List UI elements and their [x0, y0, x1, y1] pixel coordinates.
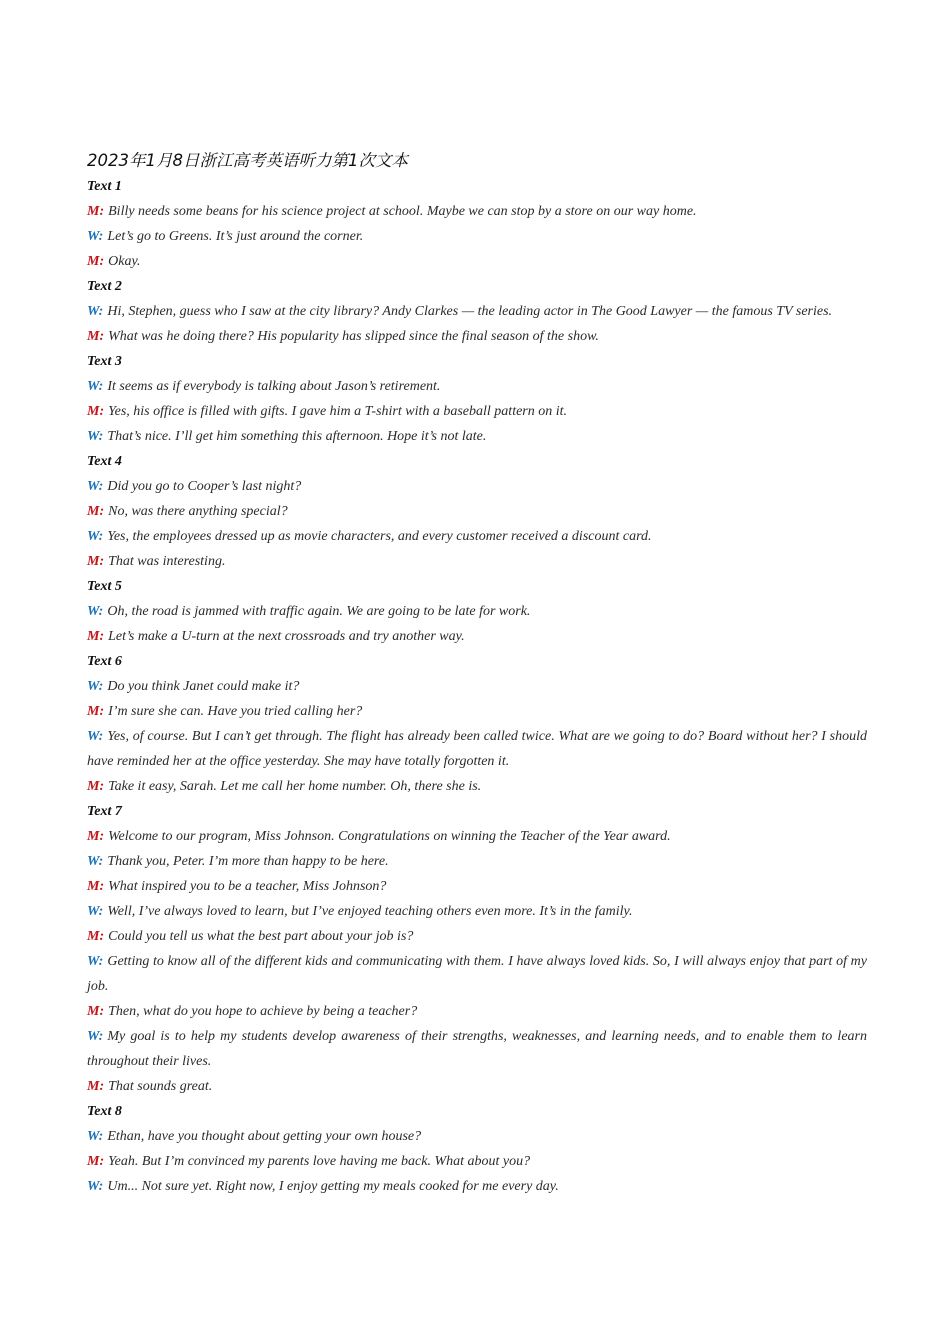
dialogue-line	[87, 399, 867, 424]
speaker-label: M:	[87, 879, 105, 894]
dialogue-text: Do you think Janet could make it?	[107, 679, 300, 694]
dialogue-line	[87, 524, 867, 549]
dialogue-text: Getting to know all of the different kids and communicating with them. I have always loved kids. So, I will always enjoy that part of my job.	[87, 954, 867, 994]
document-title: 2023年1月8日浙江高考英语听力第1次文本	[87, 151, 408, 170]
speaker-label: W:	[87, 854, 104, 869]
speaker-label: M:	[87, 629, 105, 644]
dialogue-line	[87, 1174, 867, 1199]
speaker-label: M:	[87, 1004, 105, 1019]
dialogue-text: That sounds great.	[108, 1079, 213, 1094]
text-section	[87, 174, 867, 274]
section-heading: Text 1	[87, 179, 122, 194]
dialogue-text: Yes, the employees dressed up as movie characters, and every customer received a discount card.	[107, 529, 652, 544]
dialogue-text: Ethan, have you thought about getting your own house?	[107, 1129, 422, 1144]
speaker-label: W:	[87, 604, 104, 619]
section-heading: Text 2	[87, 279, 122, 294]
text-section	[87, 349, 867, 449]
dialogue-text: That was interesting.	[108, 554, 226, 569]
speaker-label: W:	[87, 1029, 104, 1044]
dialogue-line	[87, 724, 867, 774]
dialogue-text: Welcome to our program, Miss Johnson. Congratulations on winning the Teacher of the Year award.	[108, 829, 671, 844]
speaker-label: M:	[87, 404, 105, 419]
speaker-label: W:	[87, 1179, 104, 1194]
dialogue-line	[87, 874, 867, 899]
section-heading: Text 6	[87, 654, 122, 669]
dialogue-line	[87, 249, 867, 274]
speaker-label: M:	[87, 779, 105, 794]
speaker-label: W:	[87, 954, 104, 969]
transcript-document	[87, 148, 867, 1199]
speaker-label: W:	[87, 429, 104, 444]
dialogue-line	[87, 624, 867, 649]
text-section	[87, 449, 867, 574]
speaker-label: W:	[87, 1129, 104, 1144]
sections-container	[87, 174, 867, 1199]
speaker-label: M:	[87, 929, 105, 944]
text-section	[87, 574, 867, 649]
section-heading: Text 3	[87, 354, 122, 369]
dialogue-text: Billy needs some beans for his science project at school. Maybe we can stop by a store on our way home.	[108, 204, 697, 219]
speaker-label: W:	[87, 304, 104, 319]
dialogue-text: Oh, the road is jammed with traffic again. We are going to be late for work.	[107, 604, 531, 619]
speaker-label: M:	[87, 554, 105, 569]
speaker-label: M:	[87, 329, 105, 344]
section-heading: Text 5	[87, 579, 122, 594]
speaker-label: M:	[87, 254, 105, 269]
dialogue-line	[87, 824, 867, 849]
text-section	[87, 649, 867, 799]
text-section	[87, 1099, 867, 1199]
text-section	[87, 799, 867, 1099]
section-heading: Text 7	[87, 804, 122, 819]
speaker-label: M:	[87, 829, 105, 844]
dialogue-line	[87, 949, 867, 999]
section-heading: Text 8	[87, 1104, 122, 1119]
dialogue-text: Did you go to Cooper’s last night?	[107, 479, 302, 494]
dialogue-line	[87, 899, 867, 924]
dialogue-text: My goal is to help my students develop awareness of their strengths, weaknesses, and learning needs, and to enable them to learn throughout their lives.	[87, 1029, 867, 1069]
section-heading: Text 4	[87, 454, 122, 469]
dialogue-text: What was he doing there? His popularity has slipped since the final season of the show.	[108, 329, 599, 344]
dialogue-line	[87, 1124, 867, 1149]
speaker-label: W:	[87, 229, 104, 244]
dialogue-text: Well, I’ve always loved to learn, but I’ve enjoyed teaching others even more. It’s in the family.	[107, 904, 633, 919]
dialogue-line	[87, 1024, 867, 1074]
dialogue-text: Let’s go to Greens. It’s just around the corner.	[107, 229, 364, 244]
dialogue-line	[87, 699, 867, 724]
dialogue-text: Yes, his office is filled with gifts. I gave him a T-shirt with a baseball pattern on it.	[108, 404, 568, 419]
dialogue-line	[87, 374, 867, 399]
dialogue-line	[87, 924, 867, 949]
dialogue-line	[87, 299, 867, 324]
speaker-label: M:	[87, 704, 105, 719]
speaker-label: W:	[87, 904, 104, 919]
dialogue-line	[87, 849, 867, 874]
dialogue-text: Take it easy, Sarah. Let me call her home number. Oh, there she is.	[108, 779, 482, 794]
dialogue-line	[87, 474, 867, 499]
speaker-label: M:	[87, 1079, 105, 1094]
speaker-label: M:	[87, 504, 105, 519]
dialogue-line	[87, 199, 867, 224]
dialogue-text: Yeah. But I’m convinced my parents love having me back. What about you?	[108, 1154, 531, 1169]
dialogue-text: Hi, Stephen, guess who I saw at the city library? Andy Clarkes — the leading actor in The Good Lawyer — the famous TV series.	[107, 304, 833, 319]
speaker-label: W:	[87, 679, 104, 694]
dialogue-line	[87, 1149, 867, 1174]
speaker-label: W:	[87, 729, 104, 744]
dialogue-line	[87, 499, 867, 524]
dialogue-line	[87, 324, 867, 349]
speaker-label: W:	[87, 529, 104, 544]
dialogue-text: Um... Not sure yet. Right now, I enjoy getting my meals cooked for me every day.	[107, 1179, 559, 1194]
text-section	[87, 274, 867, 349]
dialogue-text: Thank you, Peter. I’m more than happy to be here.	[107, 854, 389, 869]
dialogue-line	[87, 424, 867, 449]
dialogue-line	[87, 774, 867, 799]
dialogue-line	[87, 999, 867, 1024]
dialogue-text: What inspired you to be a teacher, Miss Johnson?	[108, 879, 387, 894]
dialogue-line	[87, 674, 867, 699]
dialogue-text: No, was there anything special?	[108, 504, 288, 519]
dialogue-text: It seems as if everybody is talking about Jason’s retirement.	[107, 379, 441, 394]
dialogue-line	[87, 224, 867, 249]
dialogue-text: Could you tell us what the best part about your job is?	[108, 929, 414, 944]
speaker-label: M:	[87, 204, 105, 219]
speaker-label: W:	[87, 379, 104, 394]
dialogue-text: Yes, of course. But I can’t get through. The flight has already been called twice. What are we going to do? Board without her? I should have reminded her at the office yesterday. She may have totally forgotten it.	[87, 729, 867, 769]
dialogue-text: Okay.	[108, 254, 141, 269]
dialogue-text: I’m sure she can. Have you tried calling her?	[108, 704, 363, 719]
dialogue-text: That’s nice. I’ll get him something this afternoon. Hope it’s not late.	[107, 429, 487, 444]
dialogue-line	[87, 1074, 867, 1099]
dialogue-text: Let’s make a U-turn at the next crossroads and try another way.	[108, 629, 465, 644]
dialogue-text: Then, what do you hope to achieve by being a teacher?	[108, 1004, 418, 1019]
dialogue-line	[87, 599, 867, 624]
speaker-label: W:	[87, 479, 104, 494]
dialogue-line	[87, 549, 867, 574]
speaker-label: M:	[87, 1154, 105, 1169]
